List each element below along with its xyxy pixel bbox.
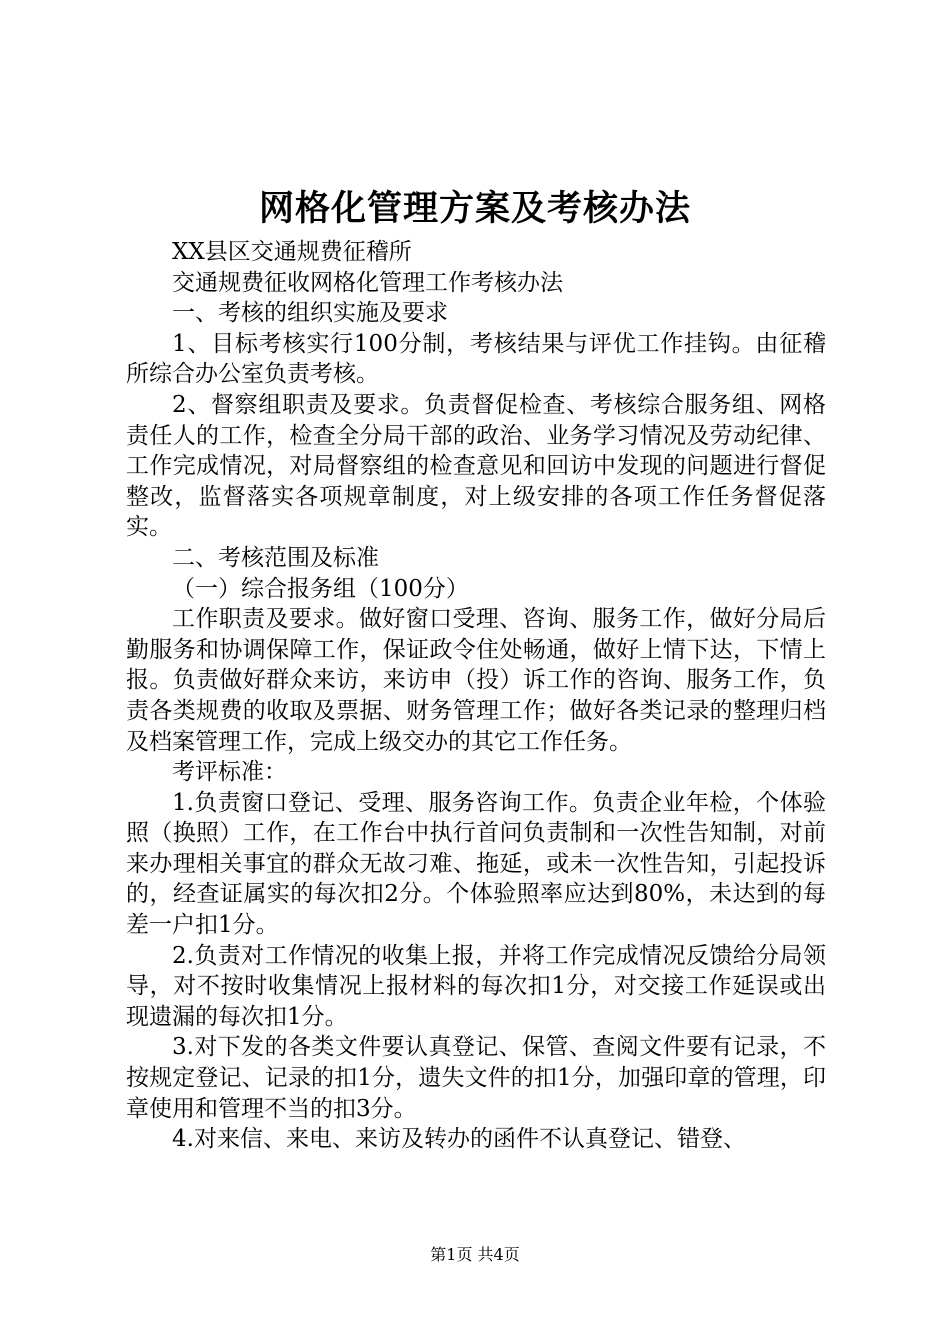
section-heading-2: 二、考核范围及标准 bbox=[172, 544, 379, 571]
paragraph: 1、目标考核实行100分制，考核结果与评优工作挂钩。由征稽所综合办公室负责考核。 bbox=[126, 330, 826, 388]
document-body bbox=[126, 237, 826, 1155]
criteria-item: 4.对来信、来电、来访及转办的函件不认真登记、错登、 bbox=[172, 1126, 746, 1153]
document-title: 网格化管理方案及考核办法 bbox=[258, 188, 691, 229]
paragraph: 2、督察组职责及要求。负责督促检查、考核综合服务组、网格责任人的工作，检查全分局干部的政治、业务学习情况及劳动纪律、工作完成情况，对局督察组的检查意见和回访中发现的问题进行督促整改，监督落实各项规章制度，对上级安排的各项工作任务督促落实。 bbox=[126, 391, 826, 541]
criteria-item: 1.负责窗口登记、受理、服务咨询工作。负责企业年检，个体验照（换照）工作，在工作台中执行首问负责制和一次性告知制，对前来办理相关事宜的群众无故刁难、拖延，或未一次性告知，引起投诉的，经查证属实的每次扣2分。个体验照率应达到80%，未达到的每差一户扣1分。 bbox=[126, 789, 826, 939]
section-heading-1: 一、考核的组织实施及要求 bbox=[172, 300, 448, 327]
subsection-heading: （一）综合报务组（100分） bbox=[172, 575, 469, 602]
paragraph: 工作职责及要求。做好窗口受理、咨询、服务工作，做好分局后勤服务和协调保障工作，保证政令住处畅通，做好上情下达，下情上报。负责做好群众来访，来访申（投）诉工作的咨询、服务工作，负责各类规费的收取及票据、财务管理工作；做好各类记录的整理归档及档案管理工作，完成上级交办的其它工作任务。 bbox=[126, 606, 826, 755]
paragraph-subtitle: 交通规费征收网格化管理工作考核办法 bbox=[172, 269, 563, 296]
page-number-footer: 第1页 共4页 bbox=[430, 1245, 520, 1264]
paragraph-org-name: XX县区交通规费征稽所 bbox=[172, 239, 412, 265]
criteria-item: 2.负责对工作情况的收集上报，并将工作完成情况反馈给分局领导，对不按时收集情况上报材料的每次扣1分，对交接工作延误或出现遗漏的每次扣1分。 bbox=[126, 942, 826, 1030]
criteria-item: 3.对下发的各类文件要认真登记、保管、查阅文件要有记录，不按规定登记、记录的扣1分，遗失文件的扣1分，加强印章的管理，印章使用和管理不当的扣3分。 bbox=[126, 1034, 826, 1122]
criteria-heading: 考评标准： bbox=[172, 759, 287, 786]
